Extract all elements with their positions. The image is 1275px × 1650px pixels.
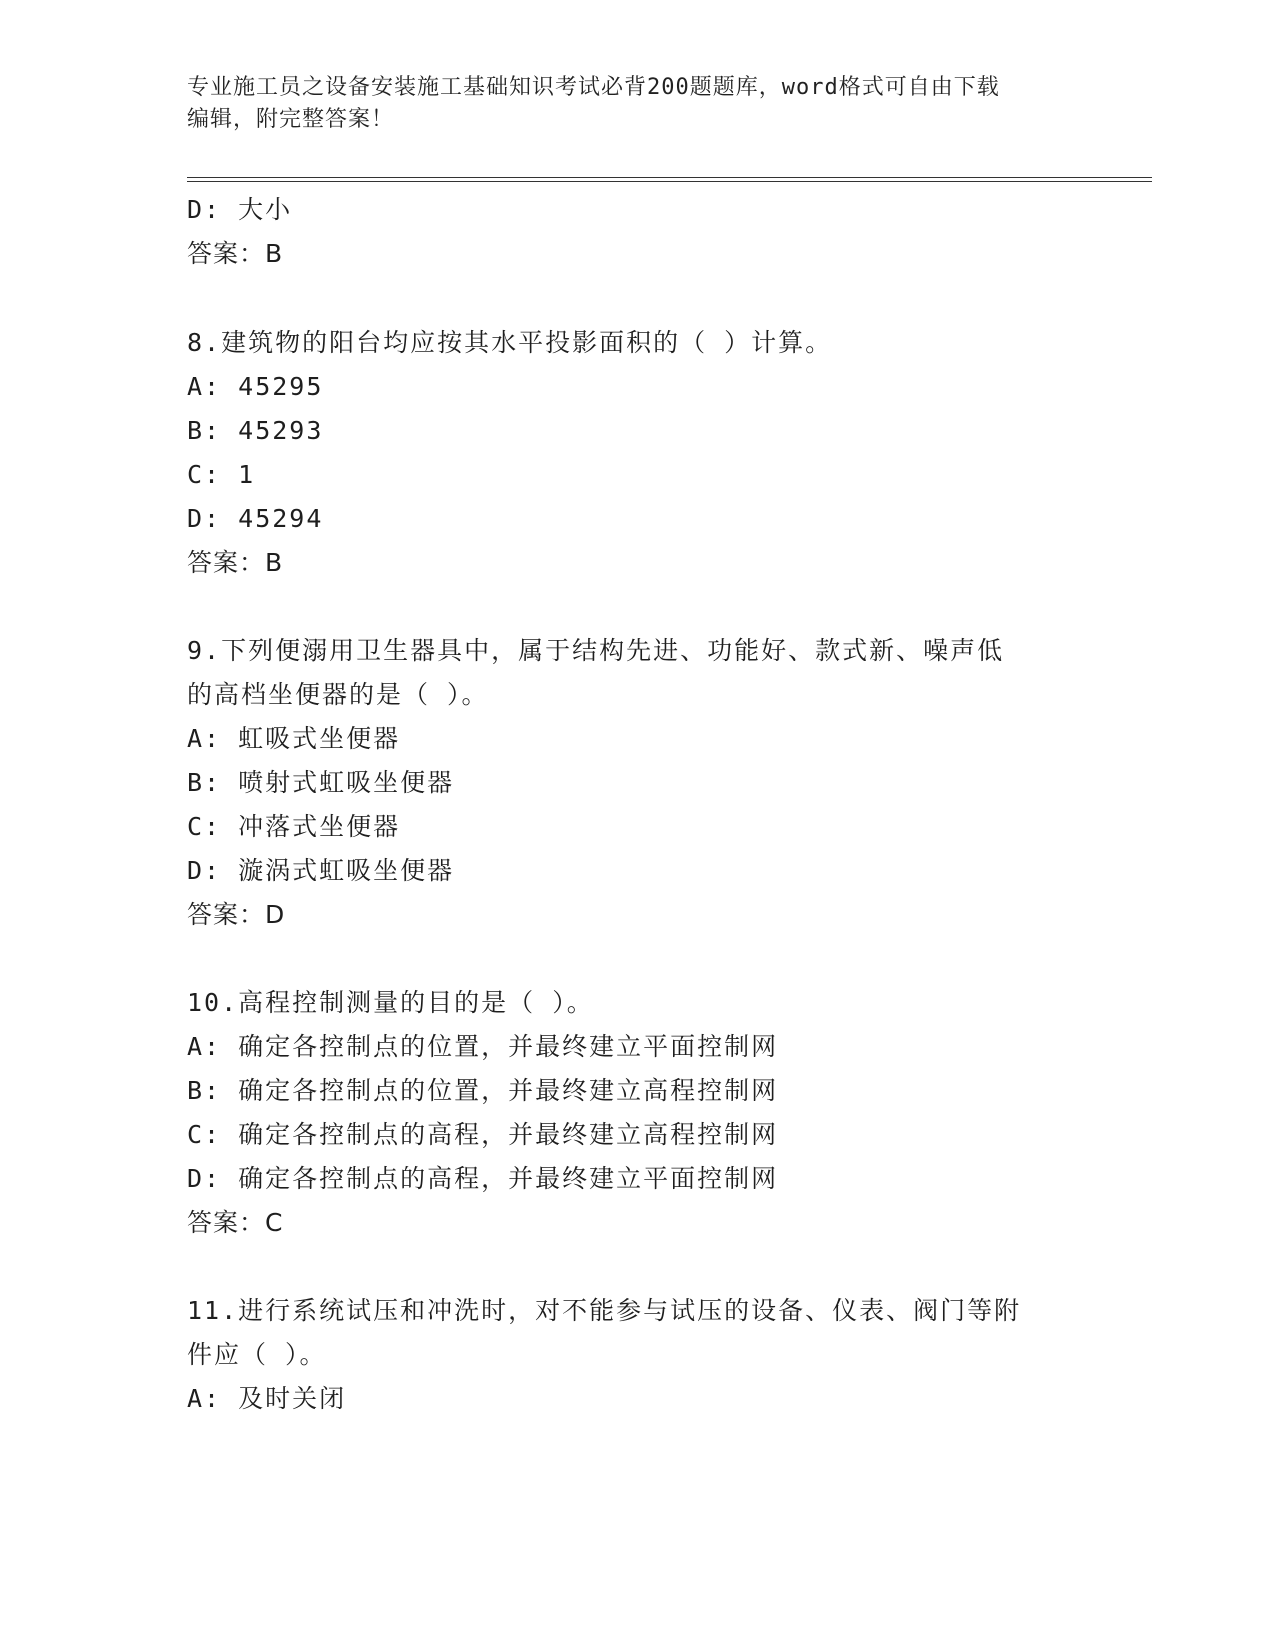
q9-stem-line-2: 的高档坐便器的是（ ）。 (187, 680, 489, 709)
prev-option-d: D: 大小 (187, 195, 293, 224)
header-divider-bottom (187, 181, 1152, 182)
q8-answer: 答案：B (187, 548, 284, 577)
q8-stem: 8.建筑物的阳台均应按其水平投影面积的（ ）计算。 (187, 328, 833, 357)
q11-option-a: A: 及时关闭 (187, 1384, 347, 1413)
q10-option-d: D: 确定各控制点的高程，并最终建立平面控制网 (187, 1164, 779, 1193)
header-title-line-1: 专业施工员之设备安装施工基础知识考试必背200题题库，word格式可自由下载 (187, 75, 1000, 100)
q10-answer: 答案：C (187, 1208, 284, 1237)
q9-answer: 答案：D (187, 900, 286, 929)
q9-stem-line-1: 9.下列便溺用卫生器具中，属于结构先进、功能好、款式新、噪声低 (187, 636, 1005, 665)
q9-option-c: C: 冲落式坐便器 (187, 812, 401, 841)
q10-option-b: B: 确定各控制点的位置，并最终建立高程控制网 (187, 1076, 779, 1105)
q8-option-b: B: 45293 (187, 416, 324, 445)
header-divider-top (187, 177, 1152, 178)
q10-option-c: C: 确定各控制点的高程，并最终建立高程控制网 (187, 1120, 779, 1149)
q9-option-d: D: 漩涡式虹吸坐便器 (187, 856, 455, 885)
q9-option-b: B: 喷射式虹吸坐便器 (187, 768, 455, 797)
q11-stem-line-1: 11.进行系统试压和冲洗时，对不能参与试压的设备、仪表、阀门等附 (187, 1296, 1022, 1325)
q10-stem: 10.高程控制测量的目的是（ ）。 (187, 988, 594, 1017)
q10-option-a: A: 确定各控制点的位置，并最终建立平面控制网 (187, 1032, 779, 1061)
q8-option-d: D: 45294 (187, 504, 324, 533)
q8-option-a: A: 45295 (187, 372, 324, 401)
header-title-line-2: 编辑，附完整答案！ (187, 107, 395, 132)
q9-option-a: A: 虹吸式坐便器 (187, 724, 401, 753)
q11-stem-line-2: 件应（ ）。 (187, 1340, 327, 1369)
q8-option-c: C: 1 (187, 460, 256, 489)
prev-answer: 答案：B (187, 239, 284, 268)
document-header (187, 72, 1087, 136)
